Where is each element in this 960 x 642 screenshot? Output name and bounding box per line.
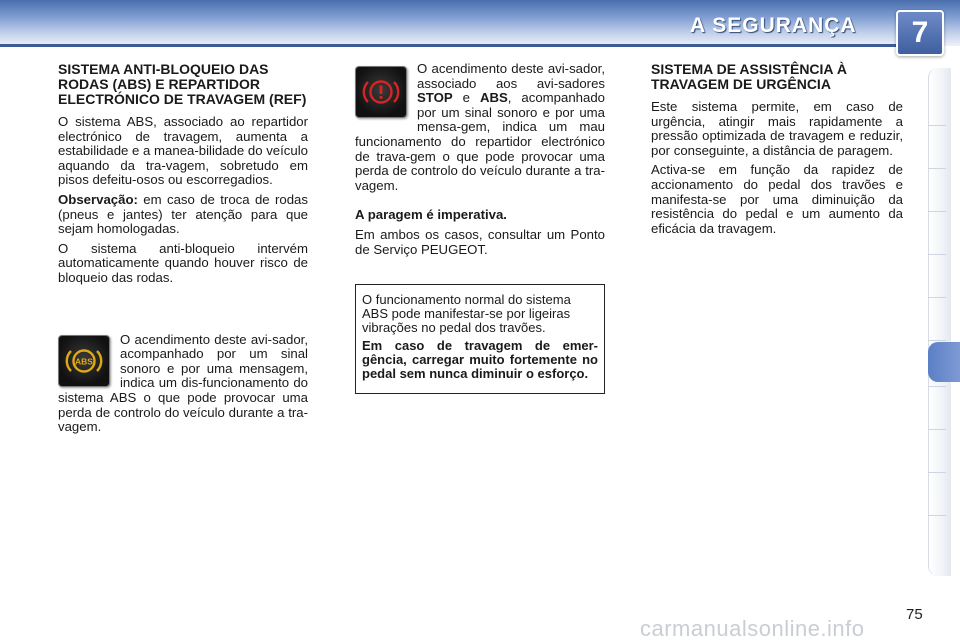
tab-divider [928,386,946,387]
middle-column [355,62,605,394]
header-rule [0,44,900,47]
tab-divider [928,429,946,430]
brake-assist-section-title: SISTEMA DE ASSISTÊNCIA À TRAVAGEM DE URGÊNCIA [651,61,848,92]
brake-warning-text-b: , acompanhado por um sinal sonoro e por uma mensa-gem, indica um mau funcionamento do repartidor electrónico de trava-gem o que pode provocar uma perda de controlo do veículo durante a tra-vagem. [355,90,605,193]
left-column [58,62,308,440]
right-column [651,62,903,241]
spacer [355,262,605,284]
abs-intro-paragraph: O sistema ABS, associado ao repartidor electrónico de travagem, aumenta a estabilidade e a manea-bilidade do veículo aquando da tra-vagem, sobretudo em pisos defeitu-osos ou escorregadios. [58,114,309,188]
chapter-tab-active[interactable] [928,342,960,382]
abs-label: ABS [479,90,508,106]
tab-divider [928,168,946,169]
page-number: 75 [906,606,923,623]
brake-warning-icon [355,66,407,118]
brake-assist-paragraph-1: Este sistema permite, em caso de urgência, atingir mais rapidamente a pressão optimizada de travagem e reduzir, por conseguinte, a distância de paragem. [651,99,903,158]
stop-imperative: A paragem é imperativa. [355,207,507,223]
tab-divider [928,297,946,298]
abs-warning-paragraph: O acendimento deste avi-sador, acompanhado por um sinal sonoro e por uma mensagem, indica um dis-funcionamento do sistema ABS o que pode provocar uma perda de controlo do veículo durante a tra-vagem. [58,331,308,435]
stop-label: STOP [417,90,453,106]
abs-icon-text: ABS [75,356,93,367]
abs-observation-paragraph [58,193,308,237]
note-box [355,284,605,394]
observation-text: em caso de troca de rodas (pneus e jantes) ter atenção para que sejam homologadas. [58,191,308,237]
chapter-number-badge: 7 [896,10,944,56]
tab-divider [928,340,946,341]
tab-divider [928,472,946,473]
observation-label: Observação: [58,191,138,207]
brake-assist-paragraph-2: Activa-se em função da rapidez de accionamento do pedal dos travões e manifesta-se por uma diminuição da resistência do pedal e um aumento da eficácia da travagem. [651,162,903,236]
brake-warning-text-a: O acendimento deste avi-sador, associado aos avi-sadores [417,61,605,91]
abs-warning-icon [64,345,104,377]
tab-divider [928,211,946,212]
tab-divider [928,125,946,126]
note-emergency-braking: Em caso de travagem de emer-gência, carregar muito fortemente no pedal sem nunca diminuir o esforço. [362,338,598,382]
consult-peugeot: Em ambos os casos, consultar um Ponto de Serviço PEUGEOT. [355,226,605,257]
chapter-title: A SEGURANÇA [690,14,857,37]
spacer [58,291,308,333]
abs-auto-paragraph: O sistema anti-bloqueio intervém automaticamente quando houver risco de bloqueio das rodas. [58,240,308,285]
watermark: carmanualsonline.info [640,616,865,641]
brake-warning-icon [361,76,401,108]
and-text: e [452,90,480,106]
abs-section-title: SISTEMA ANTI-BLOQUEIO DAS RODAS (ABS) E REPARTIDOR ELECTRÓNICO DE TRAVAGEM (REF) [58,61,307,107]
tab-divider [928,515,946,516]
note-normal-vibration: O funcionamento normal do sistema ABS pode manifestar-se por ligeiras vibrações no pedal dos travões. [362,292,571,336]
chapter-tab-strip [928,68,951,576]
tab-divider [928,254,946,255]
abs-warning-icon [58,335,110,387]
